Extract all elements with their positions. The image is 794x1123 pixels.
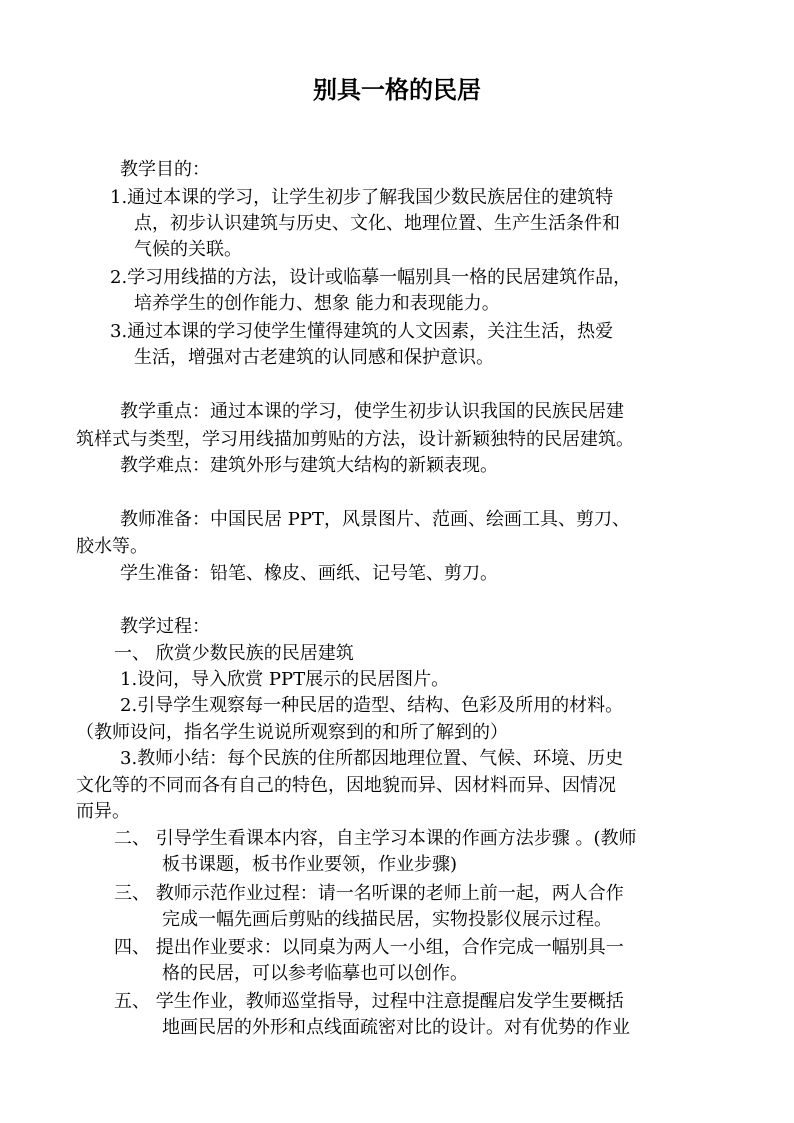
text-line: 点，初步认识建筑与历史、文化、地理位置、生产生活条件和 [134,213,620,234]
text-line: 3.教师小结：每个民族的住所都因地理位置、气候、环境、历史 [120,748,624,769]
text-line: 格的民居，可以参考临摹也可以创作。 [162,963,468,984]
text-line: 3.通过本课的学习使学生懂得建筑的人文因素，关注生活，热爱 [110,321,614,342]
text-line: 一、 欣赏少数民族的民居建筑 [114,643,354,664]
text-line: 教学难点：建筑外形与建筑大结构的新颖表现。 [120,455,498,476]
text-line: 五、 学生作业，教师巡堂指导，过程中注意提醒启发学生要概括 [114,991,624,1012]
text-line: 培养学生的创作能力、想象 能力和表现能力。 [134,293,500,314]
text-line: 而异。 [76,801,130,822]
text-line: 教师准备：中国民居 PPT，风景图片、范画、绘画工具、剪刀、 [120,509,630,530]
text-line: 教学重点：通过本课的学习，使学生初步认识我国的民族民居建 [120,401,624,422]
text-line: 板书课题，板书作业要领，作业步骤) [162,854,458,875]
text-line: 筑样式与类型，学习用线描加剪贴的方法，设计新颖独特的民居建筑。 [76,429,634,450]
text-line: 地画民居的外形和点线面疏密对比的设计。对有优势的作业 [162,1017,630,1038]
text-line: 三、 教师示范作业过程：请一名听课的老师上前一起，两人合作 [114,883,624,904]
text-line: 二、 引导学生看课本内容，自主学习本课的作画方法步骤 。(教师 [114,828,637,849]
text-line: 生活，增强对古老建筑的认同感和保护意识。 [134,347,494,368]
text-line: （教师设问，指名学生说说所观察到的和所了解到的） [76,722,508,743]
text-line: 文化等的不同而各有自己的特色，因地貌而异、因材料而异、因情况 [76,775,616,796]
text-line: 完成一幅先画后剪贴的线描民居，实物投影仪展示过程。 [162,909,612,930]
text-line: 2.学习用线描的方法，设计或临摹一幅别具一格的民居建筑作品， [110,267,632,288]
text-line: 1.设问，导入欣赏 PPT展示的民居图片。 [120,669,450,690]
text-line: 2.引导学生观察每一种民居的造型、结构、色彩及所用的材料。 [120,695,624,716]
text-line: 学生准备：铅笔、橡皮、画纸、记号笔、剪刀。 [120,563,498,584]
text-line: 教学过程： [120,616,210,637]
text-line: 四、 提出作业要求：以同桌为两人一小组，合作完成一幅别具一 [114,937,624,958]
text-line: 气候的关联。 [134,239,242,260]
page-title: 别具一格的民居 [313,75,481,104]
text-line: 胶水等。 [76,536,148,557]
text-line: 教学目的： [120,159,210,180]
text-line: 1.通过本课的学习，让学生初步了解我国少数民族居住的建筑特 [110,187,614,208]
